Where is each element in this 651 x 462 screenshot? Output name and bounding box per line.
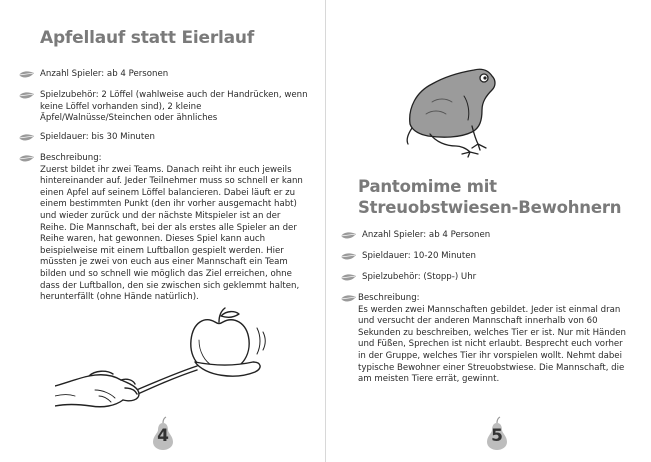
leaf-bullet-icon [18,154,35,163]
leaf-bullet-icon [340,273,357,282]
left-players-item [18,69,308,81]
left-equipment-item [18,90,308,125]
leaf-bullet-icon [18,133,35,142]
leaf-bullet-icon [340,231,357,240]
leaf-bullet-icon [340,252,357,261]
frog-illustration [402,62,508,158]
right-page-number: 5 [482,416,512,450]
hand-spoon-apple-illustration [55,300,285,415]
right-page-title-line-2: Streuobstwiesen-Bewohnern [358,198,622,217]
left-duration-text: Spieldauer: bis 30 Minuten [40,132,155,142]
left-description-label: Beschreibung: [40,153,102,163]
right-duration-item [340,251,630,263]
leaf-bullet-icon [18,70,35,79]
left-page-title: Apfellauf statt Eierlauf [40,28,255,48]
left-description-item [18,153,308,304]
right-page [326,0,651,462]
right-duration-text: Spieldauer: 10-20 Minuten [362,251,476,261]
right-players-text: Anzahl Spieler: ab 4 Personen [362,230,491,240]
right-page-title-line-1: Pantomime mit [358,177,497,196]
left-players-text: Anzahl Spieler: ab 4 Personen [40,69,169,79]
leaf-bullet-icon [18,91,35,100]
right-equipment-item [340,272,630,284]
leaf-bullet-icon [340,294,357,303]
left-description-text: Zuerst bildet ihr zwei Teams. Danach reiht ihr euch jeweils hintereinander auf. Jeder Teilnehmer muss so schnell er kann einen Apfel auf seinem Löffel balancieren. Dabei läuft er zu einem bestimmten Punkt (den ihr vorher ausgemacht habt) und wieder zurück und der nächste Mitspieler ist an der Reihe. Die Mannschaft, bei der als erstes alle Spieler an der Reihe waren, hat gewonnen. Dieses Spiel kann auch beispielweise mit einem Luftballon gespielt werden. Hier müssten je zwei von euch aus einer Mannschaft ein Team bilden und so schnell wie möglich das Ziel erreichen, ohne dass der Luftballon, den sie zwischen sich geklemmt halten, herunterfällt (ohne Hände natürlich). [40,164,303,303]
right-description-text: Es werden zwei Mannschaften gebildet. Jeder ist einmal dran und versucht der anderen Mannschaft innerhalb von 60 Sekunden zu beschreiben, welches Tier er ist. Nur mit Händen und Füßen, Sprechen ist nicht erlaubt. Besprecht euch vorher in der Gruppe, welches Tier ihr vorspielen wollt. Nehmt dabei typische Bewohner einer Streuobstwiese. Die Mannschaft, die am meisten Tiere errät, gewinnt. [358,304,626,385]
left-duration-item [18,132,308,144]
right-description-label: Beschreibung: [358,293,420,303]
left-page-number: 4 [148,416,178,450]
right-players-item [340,230,630,242]
right-description-item [340,293,632,386]
right-equipment-text: Spielzubehör: (Stopp-) Uhr [362,272,477,282]
left-equipment-text: Spielzubehör: 2 Löffel (wahlweise auch der Handrücken, wenn keine Löffel vorhanden sind), 2 kleine Äpfel/Walnüsse/Steinchen oder ähnliches [40,90,308,124]
